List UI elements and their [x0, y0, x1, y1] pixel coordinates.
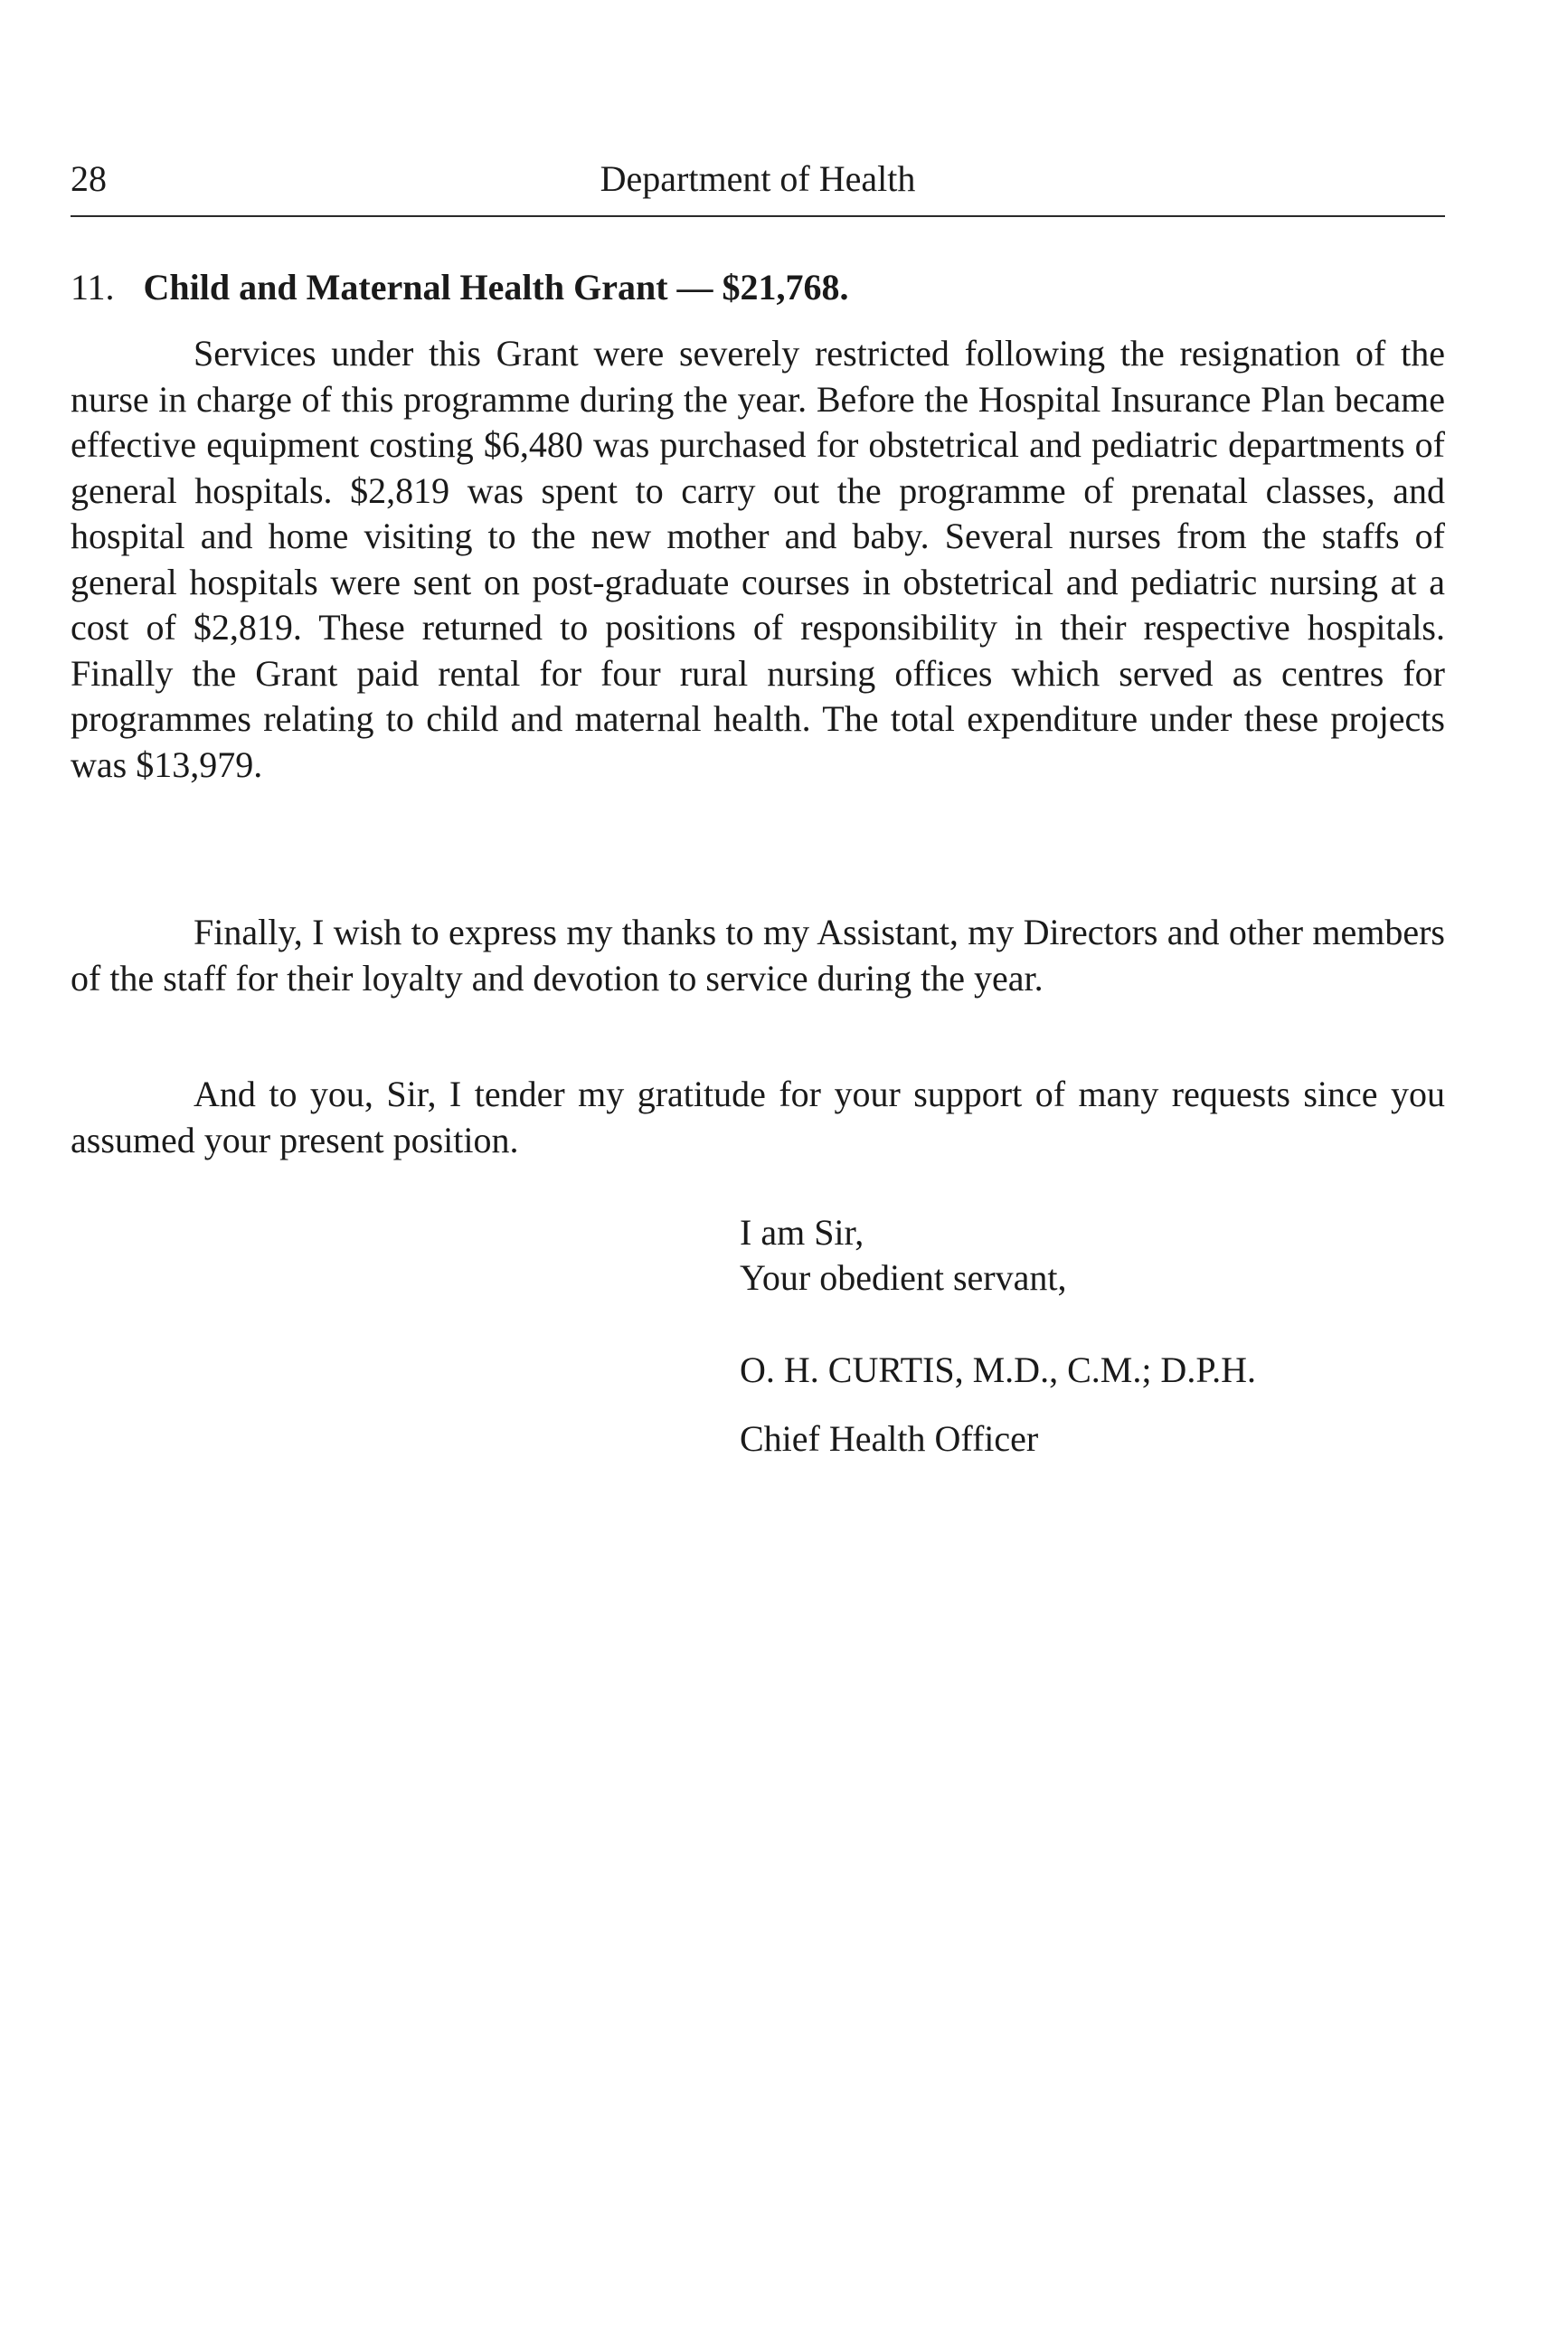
header-title: Department of Health: [600, 158, 916, 199]
paragraph-gratitude: And to you, Sir, I tender my gratitude for your support of many requests since you assumed your present position.: [71, 1074, 1445, 1160]
page-number: 28: [71, 158, 107, 199]
header-rule: [71, 215, 1445, 217]
section-number: 11.: [71, 267, 115, 308]
paragraph-thanks-staff: Finally, I wish to express my thanks to my Assistant, my Directors and other members of the staff for their loyalty and devotion to service during the year.: [71, 912, 1445, 999]
paragraph-grant-services: Services under this Grant were severely restricted following the resignation of the nurse in charge of this programme during the year. Before the Hospital Insurance Plan became effective equipment costing $6,480 was purchased for obstetrical and pediatric departments of general hospitals. $2,819 was spent to carry out the programme of prenatal classes, and hospital and home visiting to the new mother and baby. Several nurses from the staffs of general hospitals were sent on post-graduate courses in obstetrical and pediatric nursing at a cost of $2,819. These returned to positions of responsibility in their respective hospitals. Finally the Grant paid rental for four rural nursing offices which served as centres for programmes relating to child and maternal health. The total expenditure under these projects was $13,979.: [71, 333, 1445, 785]
salutation-line-2: Your obedient servant,: [740, 1257, 1067, 1298]
salutation-line-1: I am Sir,: [740, 1212, 864, 1253]
signature-name: O. H. CURTIS, M.D., C.M.; D.P.H.: [740, 1349, 1257, 1390]
section-heading: [71, 262, 1445, 313]
closing-salutation: [740, 1210, 1066, 1301]
running-header: [71, 152, 1445, 206]
section-title: Child and Maternal Health Grant — $21,768.: [143, 267, 849, 308]
signature-title: Chief Health Officer: [740, 1418, 1039, 1459]
